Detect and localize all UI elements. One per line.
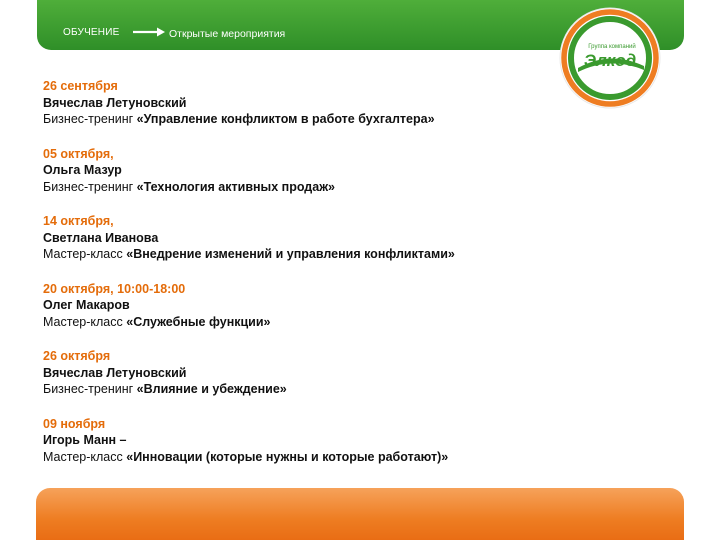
event-type: Мастер-класс — [43, 314, 123, 329]
event-person: Светлана Иванова — [43, 230, 159, 245]
events-list — [43, 78, 603, 483]
event-person: Игорь Манн – — [43, 433, 127, 447]
event-title: «Технология активных продаж» — [136, 179, 336, 194]
arrow-right-icon — [133, 27, 165, 37]
event-title: «Служебные функции» — [126, 314, 271, 329]
list-item — [43, 213, 603, 263]
breadcrumb-section[interactable]: ОБУЧЕНИЕ — [63, 27, 120, 38]
event-date: 05 октября, — [43, 146, 114, 161]
event-description — [43, 381, 603, 398]
event-title: «Влияние и убеждение» — [136, 382, 287, 396]
event-person: Вячеслав Летуновский — [43, 365, 187, 380]
list-item — [43, 348, 603, 398]
event-date: 26 октября — [43, 349, 111, 363]
event-type: Бизнес-тренинг — [43, 112, 134, 126]
event-description — [43, 246, 603, 263]
event-person: Ольга Мазур — [43, 163, 122, 177]
list-item — [43, 78, 603, 128]
event-title: «Управление конфликтом в работе бухгалтера» — [136, 112, 435, 126]
footer-bar — [36, 488, 684, 540]
event-date: 09 ноября — [43, 416, 106, 431]
event-description — [43, 179, 603, 196]
event-date: 20 октября, 10:00-18:00 — [43, 281, 186, 296]
event-title: «Внедрение изменений и управления конфликтами» — [126, 247, 455, 261]
svg-text:Элкод: Элкод — [583, 51, 637, 70]
event-date: 26 сентября — [43, 79, 118, 93]
event-date: 14 октября, — [43, 214, 114, 228]
event-type: Мастер-класс — [43, 449, 123, 464]
event-type: Бизнес-тренинг — [43, 179, 134, 194]
event-title: «Инновации (которые нужны и которые работают)» — [126, 449, 449, 464]
list-item — [43, 416, 603, 466]
event-type: Бизнес-тренинг — [43, 382, 134, 396]
list-item — [43, 281, 603, 331]
event-type: Мастер-класс — [43, 247, 123, 261]
event-description — [43, 449, 603, 466]
event-description — [43, 111, 603, 128]
svg-text:Группа компаний: Группа компаний — [588, 44, 636, 50]
breadcrumb-page: Открытые мероприятия — [169, 28, 286, 40]
list-item — [43, 146, 603, 196]
event-person: Вячеслав Летуновский — [43, 95, 187, 110]
event-description — [43, 314, 603, 331]
event-person: Олег Макаров — [43, 298, 130, 312]
